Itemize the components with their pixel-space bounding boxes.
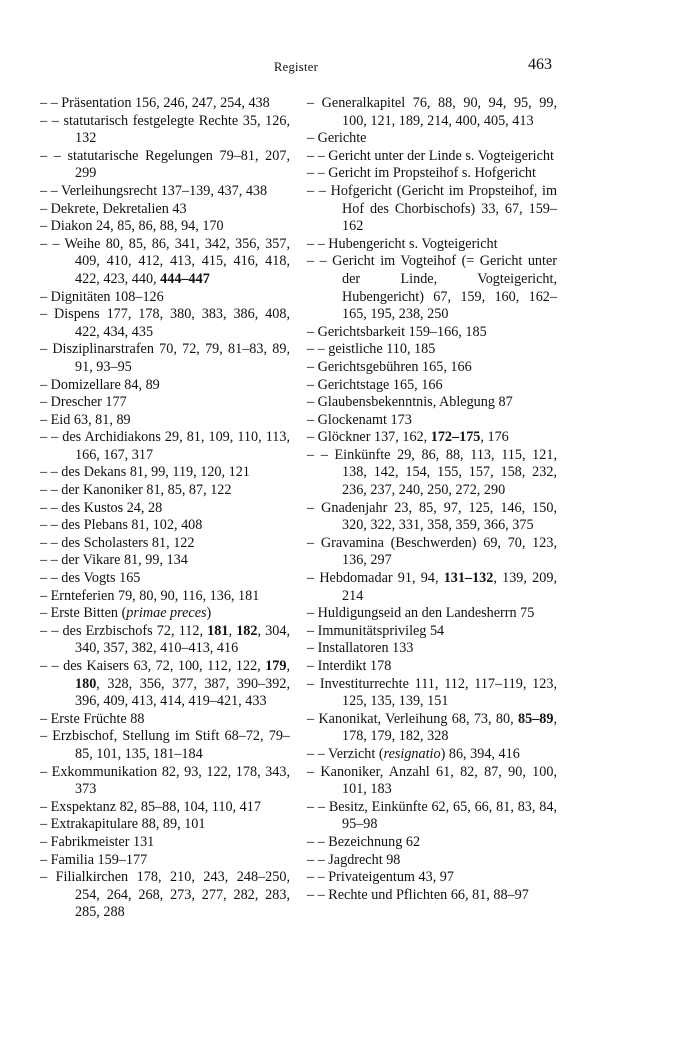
index-entry [307, 236, 557, 254]
index-entry [40, 552, 290, 570]
entry-dash: – [40, 728, 53, 745]
entry-dash: – [40, 376, 51, 393]
entry-text: Erste Früchte 88 [50, 710, 145, 727]
page-ref-bold: 172–175 [430, 429, 481, 446]
index-entry [307, 377, 557, 395]
entry-dash: – – [40, 534, 62, 551]
entry-text: Gerichtsbarkeit 159–166, 185 [317, 323, 487, 340]
entry-text: Filialkirchen 178, 210, 243, 248–250, 254, 264, 268, 273, 277, 282, 283, 285, 288 [55, 869, 290, 921]
entry-text: Exspektanz 82, 85–88, 104, 110, 417 [50, 798, 261, 815]
entry-dash: – – [307, 235, 329, 252]
entry-dash: – [307, 658, 318, 674]
entry-text: ) [206, 605, 212, 622]
page-ref-bold: 179 [265, 658, 287, 674]
index-entry [307, 429, 557, 447]
entry-dash: – [40, 833, 51, 850]
index-entry [307, 165, 557, 183]
entry-text: Einkünfte 29, 86, 88, 113, 115, 121, 138, 142, 154, 155, 157, 158, 232, 236, 237, 240, 250, 272, 290 [334, 446, 557, 499]
entry-text: Dekrete, Dekretalien 43 [50, 200, 187, 217]
entry-text: Gravamina (Beschwerden) 69, 70, 123, 136, 297 [320, 534, 558, 569]
entry-dash: – [307, 499, 322, 516]
index-entry [40, 517, 290, 535]
entry-dash: – [40, 763, 52, 780]
index-entry [307, 605, 557, 623]
index-entry [40, 464, 290, 482]
entry-text: Glaubensbekenntnis, Ablegung 87 [317, 394, 513, 411]
entry-dash: – – [307, 798, 329, 815]
entry-text: ) 86, 394, 416 [440, 745, 520, 762]
entry-text: Gnadenjahr 23, 85, 97, 125, 146, 150, 320, 322, 331, 358, 359, 366, 375 [321, 499, 558, 534]
entry-text: Präsentation 156, 246, 247, 254, 438 [61, 95, 270, 111]
index-entry [40, 429, 290, 464]
entry-dash: – – [307, 341, 329, 358]
entry-text: Rechte und Pflichten 66, 81, 88–97 [328, 886, 529, 903]
entry-dash: – – [307, 446, 335, 463]
index-entry [307, 359, 557, 377]
index-entry [40, 236, 290, 289]
entry-dash: – – [40, 235, 65, 252]
entry-dash: – [40, 816, 51, 833]
index-entry [307, 324, 557, 342]
entry-dash: – [307, 640, 318, 657]
index-entry [40, 570, 290, 588]
index-entry [307, 623, 557, 641]
page-ref-bold: 131–132 [443, 570, 494, 587]
entry-dash: – – [40, 464, 62, 481]
entry-text: Interdikt 178 [317, 658, 392, 674]
entry-text: Diakon 24, 85, 86, 88, 94, 170 [50, 218, 224, 235]
entry-text: der Vikare 81, 99, 134 [61, 552, 188, 569]
entry-text: , 176 [480, 429, 509, 446]
entry-dash: – [307, 763, 321, 780]
index-entry [40, 588, 290, 606]
entry-text: Kanonikat, Verleihung 68, 73, 80, [318, 710, 518, 727]
index-entry [307, 711, 557, 746]
entry-dash: – [307, 411, 318, 428]
entry-dash: – [40, 218, 51, 235]
index-entry [307, 570, 557, 605]
entry-text: Installatoren 133 [317, 640, 414, 657]
index-entry [307, 148, 557, 166]
entry-dash: – – [307, 253, 333, 270]
entry-dash: – – [307, 851, 329, 868]
index-entry [40, 869, 290, 922]
entry-dash: – – [40, 112, 64, 129]
entry-dash: – – [40, 658, 64, 674]
entry-text: Ernteferien 79, 80, 90, 116, 136, 181 [50, 587, 260, 604]
entry-dash: – – [307, 869, 329, 886]
entry-dash: – [307, 675, 320, 692]
entry-text: , [286, 658, 291, 674]
index-entry [307, 95, 557, 130]
entry-dash: – [307, 323, 318, 340]
entry-text: geistliche 110, 185 [328, 341, 436, 358]
entry-text: des Archidiakons 29, 81, 109, 110, 113, 166, 167, 317 [62, 429, 291, 463]
entry-dash: – [307, 605, 318, 622]
entry-dash: – – [40, 499, 62, 516]
latin-term: primae preces [126, 605, 207, 622]
index-entry [307, 869, 557, 887]
page-number: 463 [528, 56, 552, 73]
entry-text: Verzicht ( [328, 745, 384, 762]
index-entry [40, 394, 290, 412]
entry-dash: – [40, 851, 51, 868]
entry-text: Erste Bitten ( [50, 605, 127, 622]
entry-text: Fabrikmeister 131 [50, 833, 155, 850]
entry-dash: – [307, 710, 319, 727]
entry-text: Hubengericht s. Vogteigericht [328, 235, 498, 252]
entry-text: Hofgericht (Gericht im Propsteihof, im Hof des Chorbischofs) 33, 67, 159–162 [330, 182, 557, 235]
index-entry [307, 500, 557, 535]
entry-dash: – – [40, 182, 62, 199]
index-entry [40, 95, 290, 113]
entry-text: des Kustos 24, 28 [61, 499, 163, 516]
index-entry [40, 341, 290, 376]
index-entry [40, 377, 290, 395]
entry-text: Disziplinarstrafen 70, 72, 79, 81–83, 89, 91, 93–95 [52, 341, 290, 375]
index-entry [307, 394, 557, 412]
entry-text: Bezeichnung 62 [328, 833, 421, 850]
page-ref-bold: 444–447 [160, 270, 210, 287]
entry-dash: – [307, 570, 320, 587]
entry-text: Extrakapitulare 88, 89, 101 [50, 816, 206, 833]
page-ref-bold: 85–89 [517, 710, 554, 727]
index-entry [307, 535, 557, 570]
index-entry [307, 253, 557, 323]
entry-text: der Kanoniker 81, 85, 87, 122 [61, 482, 232, 499]
entry-dash: – – [307, 886, 329, 903]
index-entry [40, 113, 290, 148]
entry-text: Erzbischof, Stellung im Stift 68–72, 79–85, 101, 135, 181–184 [52, 728, 291, 762]
entry-dash: – – [40, 147, 68, 164]
index-entry [40, 201, 290, 219]
entry-dash: – – [40, 517, 62, 534]
entry-text: statutarische Regelungen 79–81, 207, 299 [67, 147, 290, 182]
index-entry [40, 852, 290, 870]
entry-text: , 328, 356, 377, 387, 390–392, 396, 409, 413, 414, 419–421, 433 [75, 675, 290, 710]
entry-text: Glöckner 137, 162, [317, 429, 431, 446]
page-header [40, 56, 552, 80]
entry-text: , 178, 179, 182, 328 [342, 710, 557, 745]
entry-dash: – – [40, 95, 62, 111]
index-entry [40, 658, 290, 711]
entry-dash: – [307, 376, 318, 393]
index-entry [307, 130, 557, 148]
index-entry [40, 289, 290, 307]
entry-text: Hebdomadar 91, 94, [319, 570, 444, 587]
index-entry [40, 183, 290, 201]
entry-dash: – [40, 411, 51, 428]
entry-dash: – – [307, 182, 331, 199]
entry-text: Investiturrechte 111, 112, 117–119, 123, 125, 135, 139, 151 [319, 675, 557, 710]
index-entry [307, 658, 557, 676]
index-entry [307, 746, 557, 764]
index-entry [40, 500, 290, 518]
index-entry [40, 728, 290, 763]
entry-text: Dispens 177, 178, 380, 383, 386, 408, 422, 434, 435 [53, 306, 290, 340]
entry-text: , [228, 622, 237, 639]
entry-text: des Kaisers 63, 72, 100, 112, 122, [63, 658, 266, 674]
entry-dash: – [307, 358, 318, 375]
entry-dash: – [40, 306, 54, 323]
entry-dash: – – [40, 552, 62, 569]
index-entry [307, 640, 557, 658]
index-entry [307, 799, 557, 834]
entry-text: Glockenamt 173 [317, 411, 412, 428]
entry-dash: – – [307, 165, 329, 182]
entry-dash: – [307, 429, 318, 446]
entry-dash: – – [40, 570, 62, 587]
entry-text: Drescher 177 [50, 394, 127, 411]
entry-text: Familia 159–177 [50, 851, 148, 868]
index-entry [40, 482, 290, 500]
entry-text: Jagdrecht 98 [328, 851, 401, 868]
entry-dash: – [40, 869, 56, 886]
entry-text: Besitz, Einkünfte 62, 65, 66, 81, 83, 84, 95–98 [328, 798, 557, 833]
entry-text: Generalkapitel 76, 88, 90, 94, 95, 99, 100, 121, 189, 214, 400, 405, 413 [321, 95, 557, 129]
entry-dash: – [307, 394, 318, 411]
entry-text: Gericht unter der Linde s. Vogteigericht [328, 147, 554, 164]
index-entry [40, 218, 290, 236]
entry-dash: – [40, 394, 51, 411]
running-title: Register [273, 60, 319, 74]
entry-text: Privateigentum 43, 97 [328, 869, 454, 886]
entry-dash: – – [40, 429, 63, 446]
index-entry [40, 306, 290, 341]
index-entry [307, 834, 557, 852]
entry-text: Eid 63, 81, 89 [50, 411, 131, 428]
index-entry [40, 535, 290, 553]
entry-dash: – – [307, 833, 329, 850]
entry-dash: – [307, 622, 318, 639]
page-ref-bold: 181 [207, 622, 229, 639]
entry-dash: – [40, 341, 53, 358]
page-ref-bold: 182 [236, 622, 258, 639]
entry-dash: – [40, 288, 51, 305]
entry-dash: – [40, 605, 51, 622]
index-entry [307, 341, 557, 359]
index-entry [40, 711, 290, 729]
entry-dash: – – [40, 622, 63, 639]
entry-text: Kanoniker, Anzahl 61, 82, 87, 90, 100, 101, 183 [320, 763, 558, 798]
index-entry [40, 148, 290, 183]
entry-dash: – [40, 710, 51, 727]
entry-dash: – [40, 587, 51, 604]
entry-text: Dignitäten 108–126 [50, 288, 164, 305]
entry-text: Gericht im Vogteihof (= Gericht unter der Linde, Vogteigericht, Hubengericht) 67, 159, 160, 162–165, 195, 238, 250 [332, 253, 557, 323]
entry-text: Gerichte [317, 130, 367, 147]
entry-text: , 139, 209, 214 [342, 570, 557, 604]
entry-dash: – – [40, 482, 62, 499]
index-entry [40, 834, 290, 852]
index-entry [307, 183, 557, 236]
page-ref-bold: 180 [75, 675, 97, 692]
entry-text: des Scholasters 81, 122 [61, 534, 195, 551]
entry-text: Huldigungseid an den Landesherrn 75 [317, 605, 535, 622]
index-entry [40, 764, 290, 799]
index-column-right [307, 95, 557, 904]
index-entry [307, 887, 557, 905]
index-entry [40, 605, 290, 623]
entry-text: des Plebans 81, 102, 408 [61, 517, 203, 534]
entry-text: Exkommunikation 82, 93, 122, 178, 343, 373 [51, 763, 290, 798]
entry-text: des Dekans 81, 99, 119, 120, 121 [61, 464, 250, 481]
index-entry [307, 676, 557, 711]
index-entry [307, 852, 557, 870]
index-column-left [40, 95, 290, 922]
index-entry [307, 447, 557, 500]
entry-text: Domizellare 84, 89 [50, 376, 160, 393]
entry-text: Gerichtsgebühren 165, 166 [317, 358, 472, 375]
entry-text: Weihe 80, 85, 86, 341, 342, 356, 357, 409, 410, 412, 413, 415, 416, 418, 422, 423, 440, [64, 235, 290, 287]
entry-dash: – [307, 534, 321, 551]
entry-dash: – [307, 130, 318, 147]
entry-dash: – [40, 798, 51, 815]
entry-text: Immunitätsprivileg 54 [317, 622, 445, 639]
entry-text: des Erzbischofs 72, 112, [62, 622, 208, 639]
entry-text: , 304, 340, 357, 382, 410–413, 416 [75, 622, 291, 657]
index-entry [307, 412, 557, 430]
entry-text: Verleihungsrecht 137–139, 437, 438 [61, 182, 268, 199]
entry-dash: – – [307, 745, 329, 762]
index-entry [40, 623, 290, 658]
entry-text: Gerichtstage 165, 166 [317, 376, 443, 393]
index-entry [40, 816, 290, 834]
latin-term: resignatio [383, 745, 441, 762]
index-entry [40, 799, 290, 817]
entry-text: statutarisch festgelegte Rechte 35, 126, 132 [63, 112, 290, 147]
entry-text: Gericht im Propsteihof s. Hofgericht [328, 165, 536, 182]
entry-dash: – – [307, 147, 329, 164]
entry-dash: – [40, 200, 51, 217]
entry-text: des Vogts 165 [61, 570, 141, 587]
index-entry [307, 764, 557, 799]
index-entry [40, 412, 290, 430]
entry-dash: – [307, 95, 322, 111]
